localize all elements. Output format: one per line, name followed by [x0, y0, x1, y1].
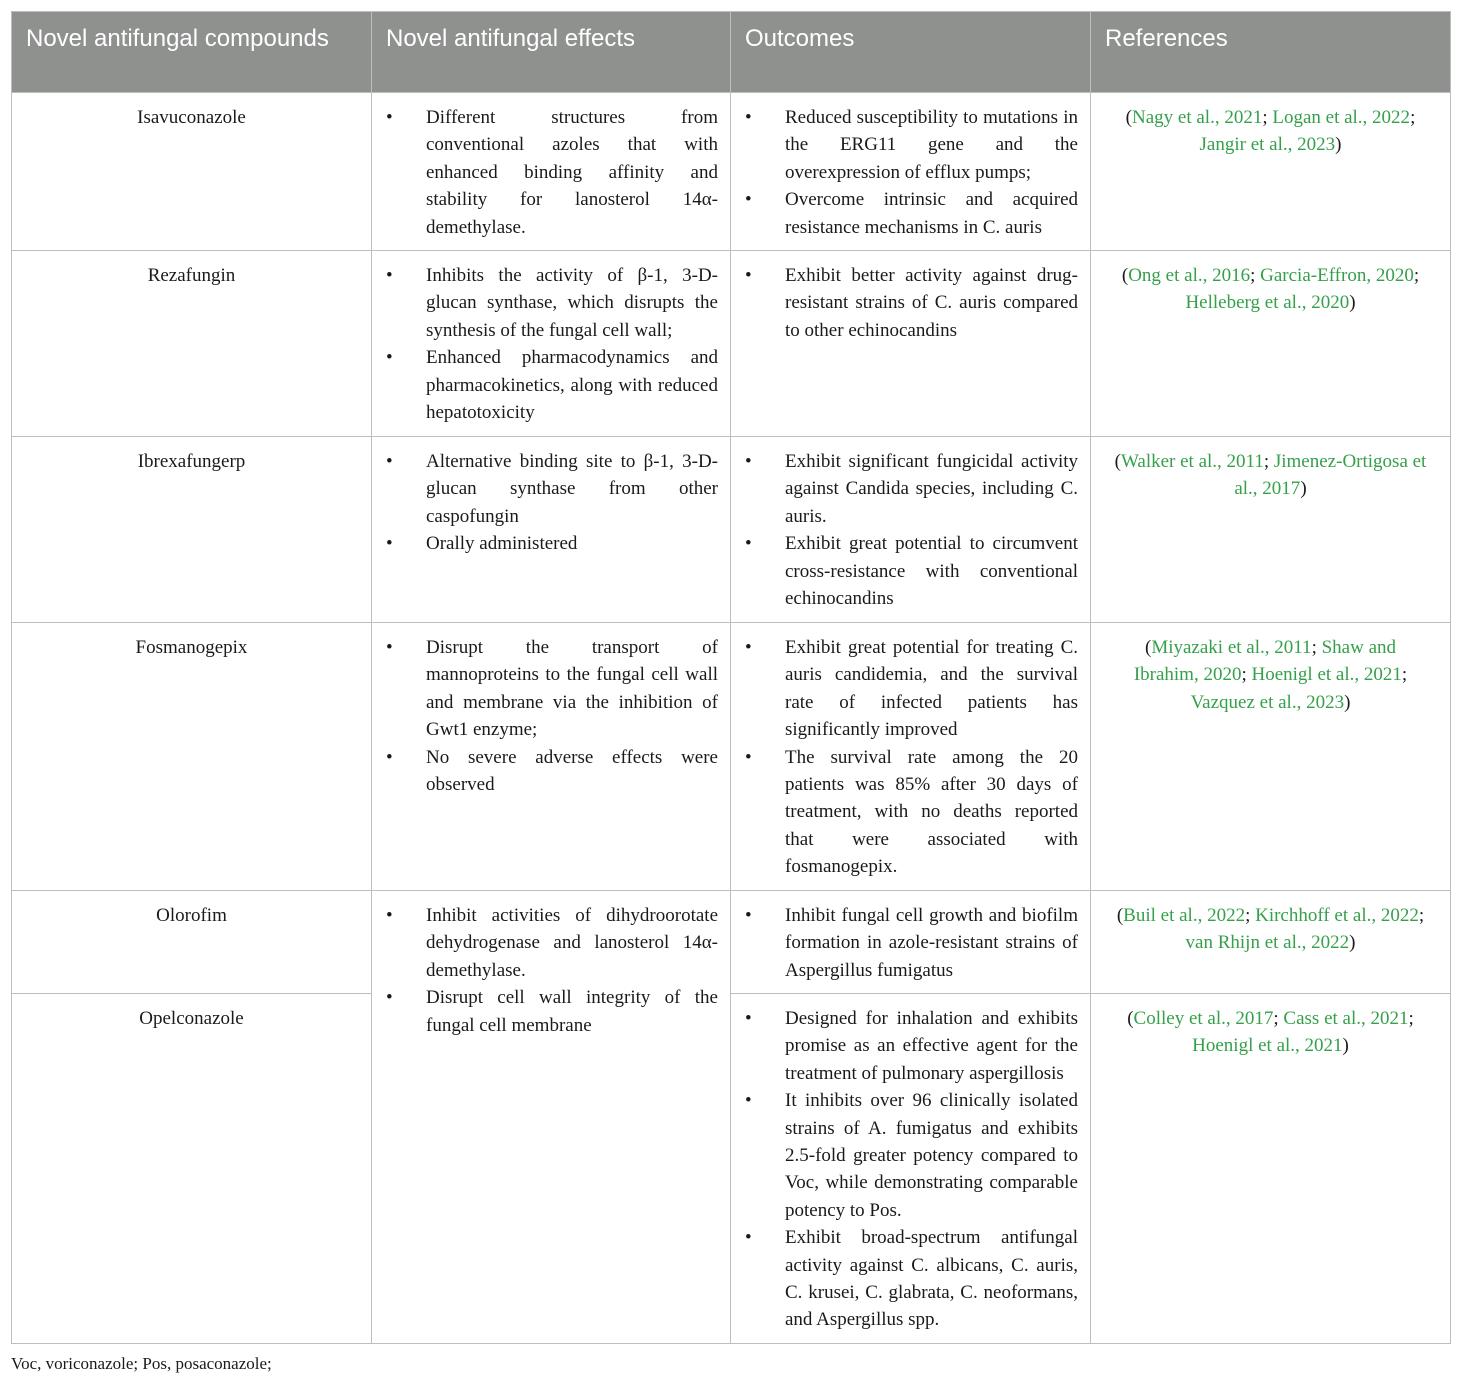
compound-name: Fosmanogepix: [12, 623, 372, 891]
effect-item: • Alternative binding site to β-1, 3-D-glucan synthase from other caspofungin: [384, 448, 718, 530]
header-compounds: Novel antifungal compounds: [12, 12, 372, 93]
effect-item: • Inhibits the activity of β-1, 3-D-glucan synthase, which disrupts the synthesis of the fungal cell wall;: [384, 262, 718, 344]
outcomes-cell: [731, 437, 1091, 623]
table-footnote: Voc, voriconazole; Pos, posaconazole;: [11, 1354, 272, 1373]
references-cell: (Ong et al., 2016; Garcia-Effron, 2020; Helleberg et al., 2020): [1091, 251, 1451, 437]
compound-name: Ibrexafungerp: [12, 437, 372, 623]
effects-cell: [372, 251, 731, 437]
references-cell: (Nagy et al., 2021; Logan et al., 2022; Jangir et al., 2023): [1091, 93, 1451, 251]
effect-item: • Different structures from conventional azoles that with enhanced binding affinity and stability for lanosterol 14α-demethylase.: [384, 104, 718, 241]
reference-link[interactable]: Logan et al., 2022: [1272, 107, 1411, 128]
outcome-item: • Exhibit great potential for treating C. auris candidemia, and the survival rate of infected patients has significantly improved: [743, 634, 1078, 744]
reference-link[interactable]: Walker et al., 2011: [1120, 451, 1264, 472]
reference-link[interactable]: Hoenigl et al., 2021: [1251, 664, 1402, 686]
header-outcomes: Outcomes: [731, 12, 1091, 93]
compound-name: Opelconazole: [12, 994, 372, 1344]
effects-cell: [372, 891, 731, 1344]
table-row: [12, 437, 1451, 623]
effects-cell: [372, 437, 731, 623]
reference-link[interactable]: Colley et al., 2017: [1133, 1008, 1274, 1029]
outcome-item: • Designed for inhalation and exhibits promise as an effective agent for the treatment of pulmonary aspergillosis: [743, 1005, 1078, 1087]
reference-link[interactable]: Jangir et al., 2023: [1199, 134, 1336, 156]
reference-link[interactable]: Kirchhoff et al., 2022: [1255, 905, 1419, 926]
reference-link[interactable]: Ong et al., 2016: [1128, 265, 1251, 286]
outcome-item: • Inhibit fungal cell growth and biofilm formation in azole-resistant strains of Aspergillus fumigatus: [743, 902, 1078, 984]
effect-item: • Inhibit activities of dihydroorotate dehydrogenase and lanosterol 14α-demethylase.: [384, 902, 718, 984]
reference-link[interactable]: Helleberg et al., 2020: [1185, 292, 1350, 314]
effect-item: • Enhanced pharmacodynamics and pharmacokinetics, along with reduced hepatotoxicity: [384, 344, 718, 426]
outcome-item: • Exhibit significant fungicidal activity against Candida species, including C. auris.: [743, 448, 1078, 530]
references-cell: (Buil et al., 2022; Kirchhoff et al., 2022; van Rhijn et al., 2022): [1091, 891, 1451, 994]
reference-link[interactable]: Hoenigl et al., 2021: [1192, 1035, 1343, 1057]
compound-name: Rezafungin: [12, 251, 372, 437]
effect-item: • Disrupt the transport of mannoproteins to the fungal cell wall and membrane via the inhibition of Gwt1 enzyme;: [384, 634, 718, 744]
header-effects: Novel antifungal effects: [372, 12, 731, 93]
table-row: [12, 994, 1451, 1344]
outcomes-cell: [731, 891, 1091, 994]
references-cell: (Miyazaki et al., 2011; Shaw and Ibrahim, 2020; Hoenigl et al., 2021; Vazquez et al., 2023): [1091, 623, 1451, 891]
outcome-item: • Reduced susceptibility to mutations in the ERG11 gene and the overexpression of efflux pumps;: [743, 104, 1078, 186]
reference-link[interactable]: Vazquez et al., 2023: [1190, 691, 1345, 713]
reference-link[interactable]: Miyazaki et al., 2011: [1151, 637, 1312, 658]
references-cell: (Walker et al., 2011; Jimenez-Ortigosa et al., 2017): [1091, 437, 1451, 623]
outcomes-cell: [731, 93, 1091, 251]
table-row: [12, 93, 1451, 251]
table-header-row: [12, 12, 1451, 93]
outcome-item: • Overcome intrinsic and acquired resistance mechanisms in C. auris: [743, 186, 1078, 241]
table-row: [12, 251, 1451, 437]
effects-cell: [372, 623, 731, 891]
header-references: References: [1091, 12, 1451, 93]
outcome-item: • Exhibit broad-spectrum antifungal activity against C. albicans, C. auris, C. krusei, C. glabrata, C. neoformans, and Aspergillus spp.: [743, 1224, 1078, 1334]
outcome-item: • Exhibit great potential to circumvent cross-resistance with conventional echinocandins: [743, 530, 1078, 612]
reference-link[interactable]: van Rhijn et al., 2022: [1185, 932, 1350, 954]
table-row: [12, 891, 1451, 994]
reference-link[interactable]: Buil et al., 2022: [1123, 905, 1246, 926]
effects-cell: [372, 93, 731, 251]
table-row: [12, 623, 1451, 891]
effect-item: • No severe adverse effects were observed: [384, 744, 718, 799]
reference-link[interactable]: Nagy et al., 2021: [1131, 107, 1263, 128]
reference-link[interactable]: Cass et al., 2021: [1283, 1008, 1409, 1029]
outcome-item: • The survival rate among the 20 patients was 85% after 30 days of treatment, with no deaths reported that were associated with fosmanogepix.: [743, 744, 1078, 881]
effect-item: • Orally administered: [384, 530, 718, 557]
outcome-item: • It inhibits over 96 clinically isolated strains of A. fumigatus and exhibits 2.5-fold greater potency compared to Voc, while demonstrating comparable potency to Pos.: [743, 1087, 1078, 1224]
reference-link[interactable]: Shaw and Ibrahim, 2020: [1133, 637, 1396, 686]
reference-link[interactable]: Jimenez-Ortigosa et al., 2017: [1234, 451, 1427, 500]
antifungal-table: [11, 11, 1451, 1344]
compound-name: Isavuconazole: [12, 93, 372, 251]
reference-link[interactable]: Garcia-Effron, 2020: [1260, 265, 1414, 286]
outcomes-cell: [731, 623, 1091, 891]
effect-item: • Disrupt cell wall integrity of the fungal cell membrane: [384, 984, 718, 1039]
outcomes-cell: [731, 251, 1091, 437]
outcome-item: • Exhibit better activity against drug-resistant strains of C. auris compared to other echinocandins: [743, 262, 1078, 344]
outcomes-cell: [731, 994, 1091, 1344]
references-cell: (Colley et al., 2017; Cass et al., 2021; Hoenigl et al., 2021): [1091, 994, 1451, 1344]
compound-name: Olorofim: [12, 891, 372, 994]
